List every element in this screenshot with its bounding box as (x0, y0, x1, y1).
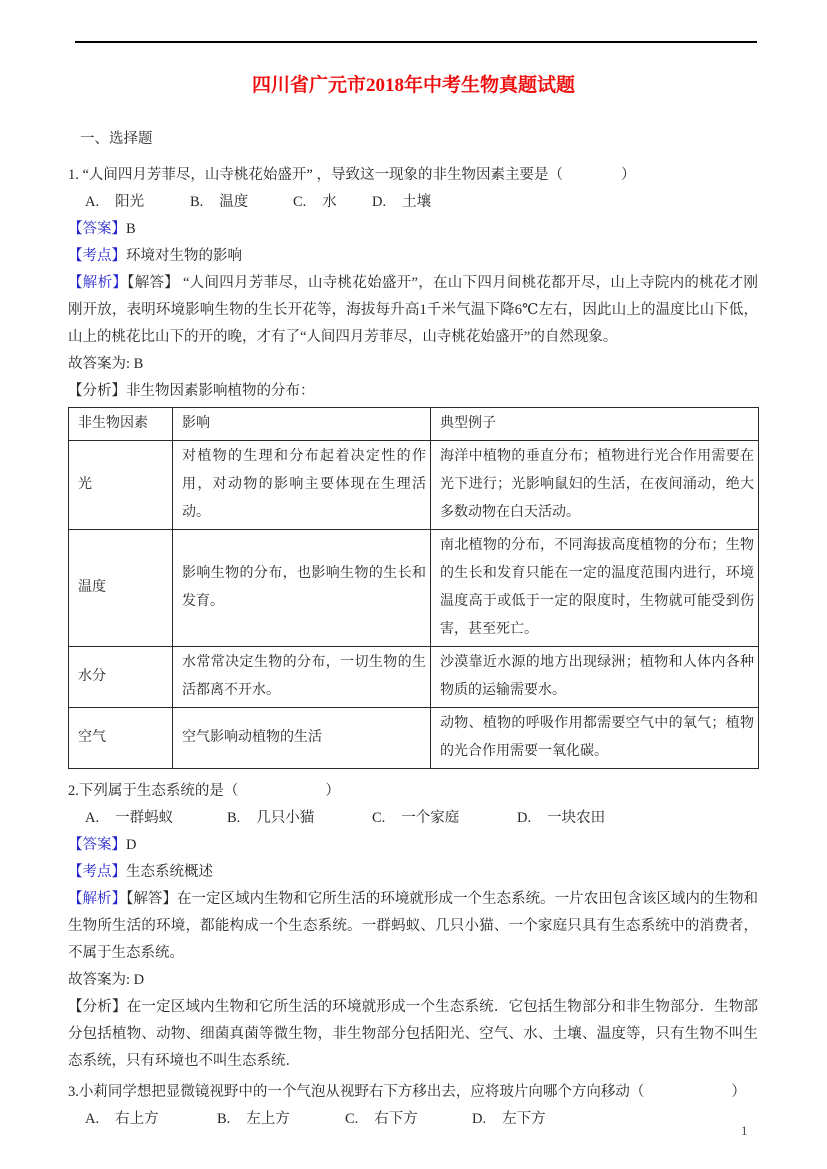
table-header-effect: 影响 (173, 408, 431, 441)
factors-table (68, 407, 759, 769)
note-text: 非生物因素影响植物的分布： (126, 383, 315, 399)
factor-cell: 温度 (69, 530, 173, 647)
table-row-air (69, 708, 759, 769)
option-letter: B. (190, 194, 204, 210)
question-3-option-c (345, 1106, 472, 1133)
option-letter: A. (85, 194, 100, 210)
question-2-analysis (68, 886, 758, 967)
option-text: 左上方 (246, 1111, 290, 1127)
question-3-option-d (472, 1106, 546, 1133)
topic-label: 【考点】 (68, 864, 126, 880)
table-row-temperature (69, 530, 759, 647)
question-2-topic-line (68, 859, 758, 886)
analysis-text: 【解答】 “人间四月芳菲尽，山寺桃花始盛开”，在山下四月间桃花都开尽，山上寺院内的桃花才刚刚开放，表明环境影响生物的生长开花等，海拔每升高1千米气温下降6℃左右，因此山上的温度比山下低，山上的桃花比山下的开的晚，才有了“人间四月芳菲尽，山寺桃花始盛开”的自然现象。 (68, 275, 759, 345)
document-title: 四川省广元市2018年中考生物真题试题 (251, 75, 575, 96)
question-2-option-c (372, 805, 517, 832)
question-3-option-b (217, 1106, 345, 1133)
question-2-option-a (85, 805, 227, 832)
option-letter: A. (85, 1111, 100, 1127)
question-2-options (68, 805, 758, 832)
note-text: 在一定区域内生物和它所生活的环境就形成一个生态系统．它包括生物部分和非生物部分．生物部分包括植物、动物、细菌真菌等微生物，非生物部分包括阳光、空气、水、土壤、温度等，只有生物不叫生态系统，只有环境也不叫生态系统． (68, 999, 759, 1069)
factor-cell: 光 (69, 441, 173, 530)
factor-cell: 水分 (69, 647, 173, 708)
analysis-text: 【解答】在一定区域内生物和它所生活的环境就形成一个生态系统。一片农田包含该区域内的生物和生物所生活的环境，都能构成一个生态系统。一群蚂蚁、几只小猫、一个家庭只具有生态系统中的消费者，不属于生态系统。 (68, 891, 758, 961)
question-1-option-c (293, 189, 372, 216)
option-letter: C. (293, 194, 307, 210)
question-1-note (68, 378, 758, 405)
option-letter: B. (227, 810, 241, 826)
option-letter: B. (217, 1111, 231, 1127)
option-letter: D. (517, 810, 532, 826)
example-cell: 海洋中植物的垂直分布；植物进行光合作用需要在光下进行；光影响鼠妇的生活，在夜间涌动，绝大多数动物在白天活动。 (431, 441, 759, 530)
effect-cell: 水常常决定生物的分布，一切生物的生活都离不开水。 (173, 647, 431, 708)
effect-cell: 空气影响动植物的生活 (173, 708, 431, 769)
header-rule (75, 41, 757, 43)
option-letter: D. (472, 1111, 487, 1127)
question-3-options (68, 1106, 758, 1133)
table-header-factor: 非生物因素 (69, 408, 173, 441)
answer-value: D (126, 837, 137, 853)
option-text: 右上方 (115, 1111, 159, 1127)
question-1-topic-line (68, 243, 758, 270)
example-cell: 南北植物的分布，不同海拔高度植物的分布；生物的生长和发育只能在一定的温度范围内进行，环境温度高于或低于一定的限度时，生物就可能受到伤害，甚至死亡。 (431, 530, 759, 647)
table-header-example: 典型例子 (431, 408, 759, 441)
analysis-label: 【解析】 (68, 891, 127, 907)
question-1-stem: 1. “人间四月芳菲尽，山寺桃花始盛开” ，导致这一现象的非生物因素主要是（ ） (68, 167, 636, 183)
question-3-stem: 3.小莉同学想把显微镜视野中的一个气泡从视野右下方移出去，应将玻片向哪个方向移动（ ） (68, 1084, 746, 1100)
question-1-conclusion: 故答案为: B (68, 356, 144, 372)
topic-text: 环境对生物的影响 (126, 248, 242, 264)
answer-label: 【答案】 (68, 837, 126, 853)
option-letter: A. (85, 810, 100, 826)
question-1-options (68, 189, 758, 216)
question-2-stem: 2.下列属于生态系统的是（ ） (68, 783, 340, 799)
question-1-option-d (372, 189, 431, 216)
question-1-analysis (68, 270, 758, 351)
factor-cell: 空气 (69, 708, 173, 769)
effect-cell: 影响生物的分布，也影响生物的生长和发育。 (173, 530, 431, 647)
option-letter: C. (372, 810, 386, 826)
option-text: 温度 (219, 194, 249, 210)
answer-value: B (126, 221, 136, 237)
analysis-label: 【解析】 (68, 275, 128, 291)
section-heading: 一、选择题 (80, 131, 153, 147)
option-letter: D. (372, 194, 387, 210)
document-content (0, 126, 827, 1133)
option-text: 一群蚂蚁 (115, 810, 174, 826)
example-cell: 动物、植物的呼吸作用都需要空气中的氧气；植物的光合作用需要一氧化碳。 (431, 708, 759, 769)
option-letter: C. (345, 1111, 359, 1127)
option-text: 水 (322, 194, 337, 210)
question-2-note (68, 994, 758, 1075)
topic-text: 生态系统概述 (126, 864, 213, 880)
question-2-option-b (227, 805, 372, 832)
question-2-answer-line (68, 832, 758, 859)
table-header-row (69, 408, 759, 441)
table-row-light (69, 441, 759, 530)
note-label: 【分析】 (68, 999, 127, 1015)
note-label: 【分析】 (68, 383, 126, 399)
page-number: 1 (741, 1123, 748, 1138)
option-text: 右下方 (374, 1111, 418, 1127)
option-text: 阳光 (115, 194, 145, 210)
option-text: 一块农田 (547, 810, 606, 826)
option-text: 左下方 (502, 1111, 546, 1127)
question-2-conclusion: 故答案为: D (68, 972, 145, 988)
question-1-answer-line (68, 216, 758, 243)
effect-cell: 对植物的生理和分布起着决定性的作用，对动物的影响主要体现在生理活动。 (173, 441, 431, 530)
option-text: 几只小猫 (256, 810, 315, 826)
answer-label: 【答案】 (68, 221, 126, 237)
table-row-water (69, 647, 759, 708)
question-1-option-a (85, 189, 190, 216)
question-1-option-b (190, 189, 293, 216)
option-text: 土壤 (402, 194, 432, 210)
question-2-option-d (517, 805, 605, 832)
example-cell: 沙漠靠近水源的地方出现绿洲；植物和人体内各种物质的运输需要水。 (431, 647, 759, 708)
question-3-option-a (85, 1106, 217, 1133)
option-text: 一个家庭 (401, 810, 460, 826)
topic-label: 【考点】 (68, 248, 126, 264)
